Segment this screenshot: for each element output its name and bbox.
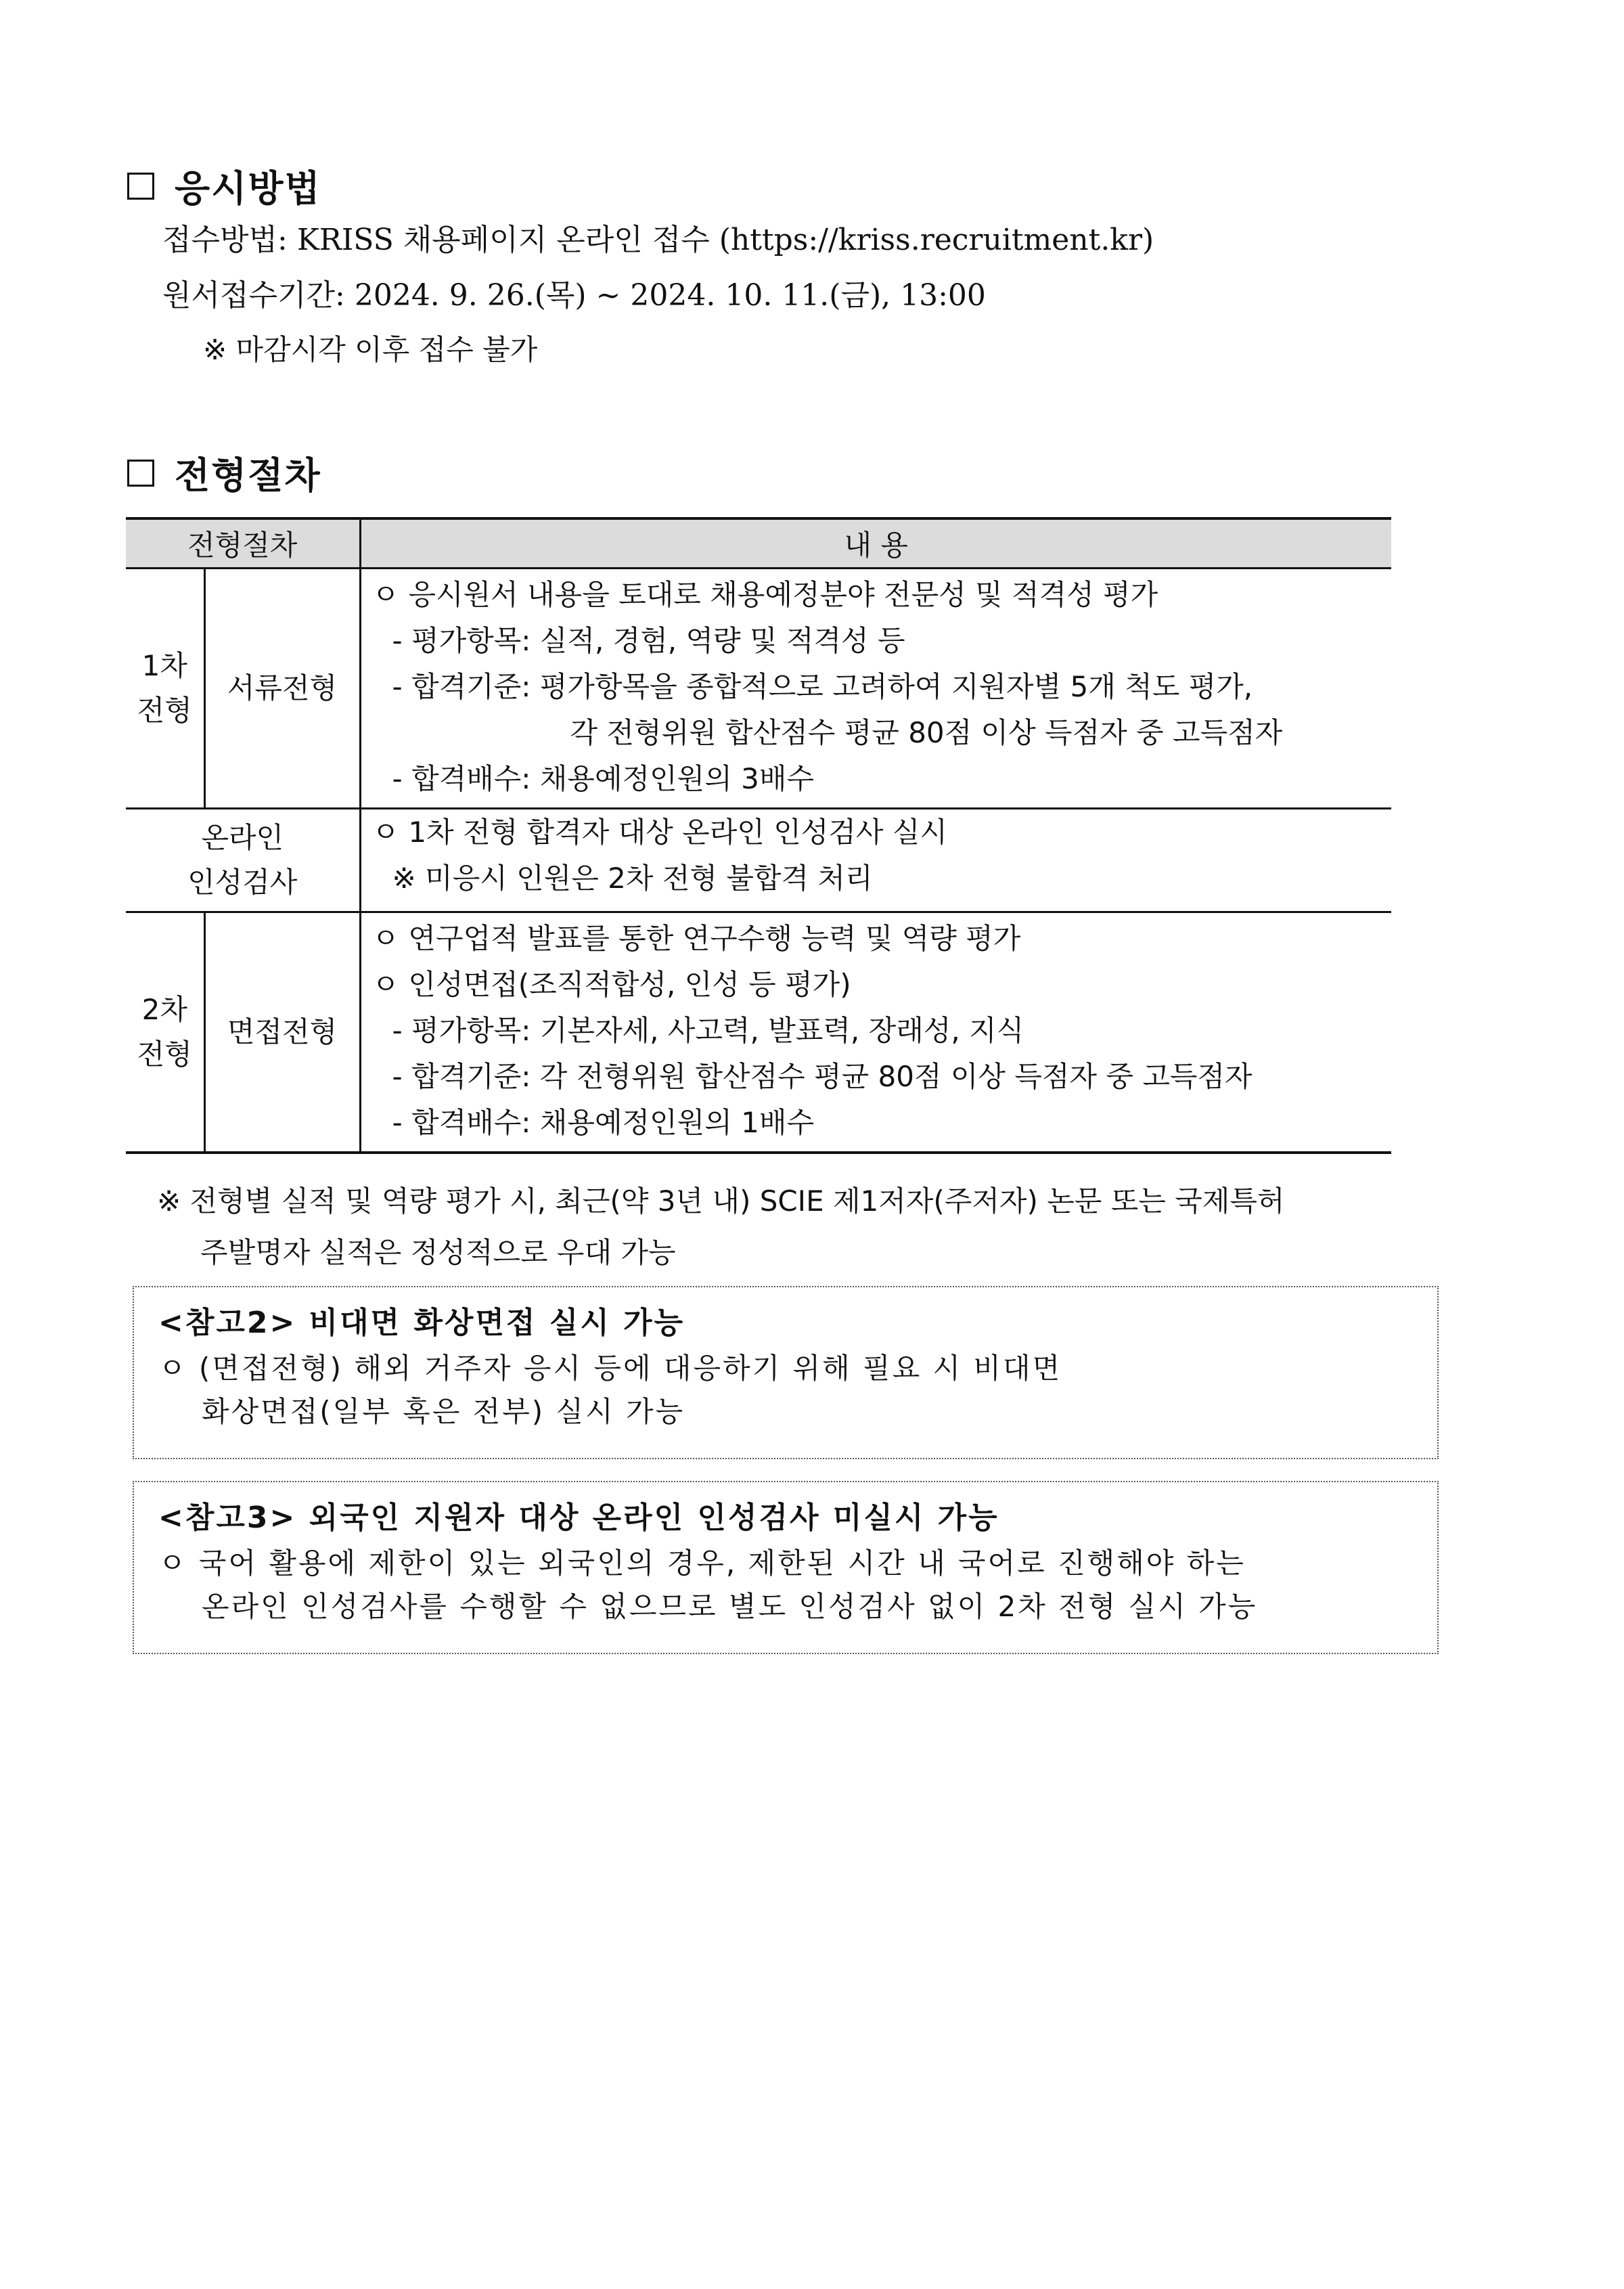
content-line: ㅇ 인성면접(조직적합성, 인성 등 평가) [371,968,851,1001]
content-line: ㅇ 연구업적 발표를 통한 연구수행 능력 및 역량 평가 [371,922,1021,955]
checkbox-square-icon [127,460,154,487]
content-line: - 합격기준: 평가항목을 종합적으로 고려하여 지원자별 5개 척도 평가, [392,670,1253,703]
reference-box-3 [133,1481,1439,1654]
table-row-stage2 [126,912,1391,1153]
content-line: - 평가항목: 실적, 경험, 역량 및 적격성 등 [392,624,905,657]
header-content: 내 용 [360,518,1391,569]
table-row-stage1 [126,569,1391,809]
procedure-table [126,517,1391,1154]
section-heading-application [127,160,321,212]
online-test-content [360,809,1391,912]
reference-box-2 [133,1286,1439,1459]
application-period-line: 원서접수기간: 2024. 9. 26.(목) ~ 2024. 10. 11.(금), 13:00 [162,278,986,313]
deadline-note: ※ 마감시각 이후 접수 불가 [203,333,538,366]
content-line: - 합격배수: 채용예정인원의 3배수 [392,762,815,795]
section-heading-text: 전형절차 [175,454,321,497]
reference-line: 화상면접(일부 혹은 전부) 실시 가능 [202,1395,685,1428]
online-test-label: 온라인 인성검사 [126,809,360,912]
content-line: ㅇ 1차 전형 합격자 대상 온라인 인성검사 실시 [371,816,947,849]
stage1-sub-label: 서류전형 [204,569,360,809]
stage1-content [360,569,1391,809]
reference-title: <참고2> 비대면 화상면접 실시 가능 [158,1306,685,1340]
stage1-label: 1차 전형 [126,569,204,809]
content-line: - 합격배수: 채용예정인원의 1배수 [392,1106,815,1139]
reference-line: ㅇ (면접전형) 해외 거주자 응시 등에 대응하기 위해 필요 시 비대면 [158,1352,1062,1385]
reference-line: 온라인 인성검사를 수행할 수 없으므로 별도 인성검사 없이 2차 전형 실시 가능 [202,1590,1258,1623]
section-heading-text: 응시방법 [175,167,321,210]
stage2-sub-label: 면접전형 [204,912,360,1153]
content-line: - 합격기준: 각 전형위원 합산점수 평균 80점 이상 득점자 중 고득점자 [392,1060,1253,1093]
table-header-row [126,518,1391,569]
header-stage: 전형절차 [126,518,360,569]
application-method-line: 접수방법: KRISS 채용페이지 온라인 접수 (https://kriss.recruitment.kr) [162,223,1154,257]
section-heading-procedure [127,447,321,499]
footnote-line: ※ 전형별 실적 및 역량 평가 시, 최근(약 3년 내) SCIE 제1저자(주저자) 논문 또는 국제특허 [157,1184,1285,1218]
footnote-line: 주발명자 실적은 정성적으로 우대 가능 [200,1236,676,1269]
content-line: - 평가항목: 기본자세, 사고력, 발표력, 장래성, 지식 [392,1014,1024,1047]
reference-line: ㅇ 국어 활용에 제한이 있는 외국인의 경우, 제한된 시간 내 국어로 진행해야 하는 [158,1547,1246,1580]
content-line: ※ 미응시 인원은 2차 전형 불합격 처리 [392,862,873,895]
content-line: ㅇ 응시원서 내용을 토대로 채용예정분야 전문성 및 적격성 평가 [371,578,1158,611]
stage2-content [360,912,1391,1153]
reference-title: <참고3> 외국인 지원자 대상 온라인 인성검사 미실시 가능 [158,1501,999,1535]
checkbox-square-icon [127,173,154,200]
stage2-label: 2차 전형 [126,912,204,1153]
content-line: 각 전형위원 합산점수 평균 80점 이상 득점자 중 고득점자 [570,716,1283,749]
table-row-online [126,809,1391,912]
